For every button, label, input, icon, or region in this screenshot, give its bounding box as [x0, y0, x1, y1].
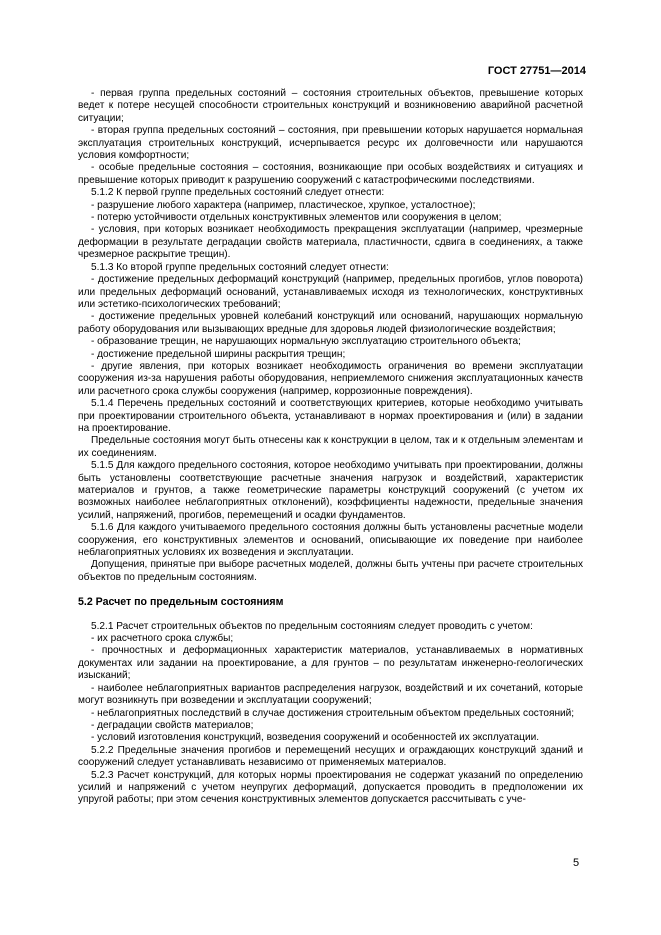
- paragraph: 5.2.2 Предельные значения прогибов и перемещений несущих и ограждающих конструкций зданий и сооружений следует устанавливать независимо от применяемых материалов.: [78, 744, 583, 769]
- paragraph: - достижение предельных деформаций конструкций (например, предельных прогибов, углов поворота) или предельных деформаций оснований, устанавливаемых исходя из технологических, конструктивных или эстетико-психологических требований;: [78, 274, 583, 310]
- paragraph: - особые предельные состояния – состояния, возникающие при особых воздействиях и ситуациях и превышение которых приводит к разрушению сооружений с катастрофическими последствиями.: [78, 162, 583, 186]
- paragraph: 5.1.2 К первой группе предельных состояний следует отнести:: [91, 187, 385, 199]
- paragraph: 5.1.3 Ко второй группе предельных состояний следует отнести:: [91, 261, 389, 273]
- paragraph: Предельные состояния могут быть отнесены как к конструкции в целом, так и к отдельным элементам и их соединениям.: [78, 435, 583, 459]
- paragraph: - неблагоприятных последствий в случае достижения строительным объектом предельных состояний;: [91, 707, 575, 719]
- page-body: [78, 88, 583, 807]
- paragraph: - другие явления, при которых возникает необходимость ограничения во времени эксплуатации сооружения из-за нарушения работы оборудования, неприемлемого снижения эксплуатационных качеств или расчетного срока службы сооружения (например, коррозионные повреждения).: [78, 360, 583, 397]
- paragraph: - условия, при которых возникает необходимость прекращения эксплуатации (например, чрезмерные деформации в результате деградации свойств материала, пластичности, сдвига в соединениях, а также чрезмерное раскрытие трещин).: [78, 224, 583, 261]
- paragraph: 5.1.5 Для каждого предельного состояния, которое необходимо учитывать при проектировании, должны быть установлены соответствующие расчетные значения нагрузок и воздействий, характеристик материалов и грунтов, а также геометрические параметры конструкций сооружений (с учетом их возможных наиболее неблагоприятных отклонений), коэффициенты надежности, предельные значения усилий, напряжений, прогибов, перемещений и осадки фундаментов.: [78, 460, 583, 521]
- section-title: 5.2 Расчет по предельным состояниям: [78, 596, 284, 609]
- paragraph: 5.1.6 Для каждого учитываемого предельного состояния должны быть установлены расчетные модели сооружения, его конструктивных элементов и оснований, описывающие их поведение при наиболее неблагоприятных условиях их возведения и эксплуатации.: [78, 522, 583, 559]
- paragraph: Допущения, принятые при выборе расчетных моделей, должны быть учтены при расчете строительных объектов по предельным состояниям.: [78, 559, 583, 583]
- paragraph: - потерю устойчивости отдельных конструктивных элементов или сооружения в целом;: [91, 212, 502, 224]
- paragraph: - достижение предельных уровней колебаний конструкций или оснований, нарушающих нормальную работу оборудования или вызывающих вредные для здоровья людей физиологические воздействия;: [78, 311, 583, 335]
- paragraph: - прочностных и деформационных характеристик материалов, устанавливаемых в нормативных документах или задании на проектирование, а для грунтов – по результатам инженерно-геологических изысканий;: [78, 645, 583, 682]
- paragraph: - наиболее неблагоприятных вариантов распределения нагрузок, воздействий и их сочетаний, которые могут возникнуть при возведении и эксплуатации сооружений;: [78, 682, 583, 707]
- paragraph: - разрушение любого характера (например, пластическое, хрупкое, усталостное);: [91, 199, 476, 211]
- paragraph: - первая группа предельных состояний – состояния строительных объектов, превышение которых ведет к потере несущей способности строительных конструкций и возникновению аварийной расчетной ситуации;: [78, 88, 583, 124]
- paragraph: 5.2.1 Расчет строительных объектов по предельным состояниям следует проводить с учетом:: [91, 620, 533, 632]
- paragraph: - условий изготовления конструкций, возведения сооружений и особенностей их эксплуатации.: [91, 732, 540, 744]
- doc-code: ГОСТ 27751—2014: [487, 65, 586, 77]
- paragraph: - образование трещин, не нарушающих нормальную эксплуатацию строительного объекта;: [91, 336, 521, 348]
- paragraph: 5.1.4 Перечень предельных состояний и соответствующих критериев, которые необходимо учитывать при проектировании строительного объекта, устанавливают в нормах проектирования и (или) в задании на проектирование.: [78, 398, 583, 434]
- page-number: 5: [573, 857, 580, 869]
- paragraphs-bottom: [78, 621, 583, 807]
- paragraph: - достижение предельной ширины раскрытия трещин;: [91, 348, 346, 360]
- paragraph: 5.2.3 Расчет конструкций, для которых нормы проектирования не содержат указаний по определению усилий и напряжений с учетом неупругих деформаций, допускается проводить в предположении их упругой работы; при этом сечения конструктивных элементов допускается рассчитывать с уче-: [78, 769, 583, 806]
- paragraph: - их расчетного срока службы;: [91, 633, 234, 645]
- paragraph: - деградации свойств материалов;: [91, 719, 254, 731]
- paragraphs-top: [78, 88, 583, 584]
- paragraph: - вторая группа предельных состояний – состояния, при превышении которых нарушается нормальная эксплуатация строительных конструкций, исчерпывается ресурс их долговечности или нарушаются условия комфортности;: [78, 125, 583, 162]
